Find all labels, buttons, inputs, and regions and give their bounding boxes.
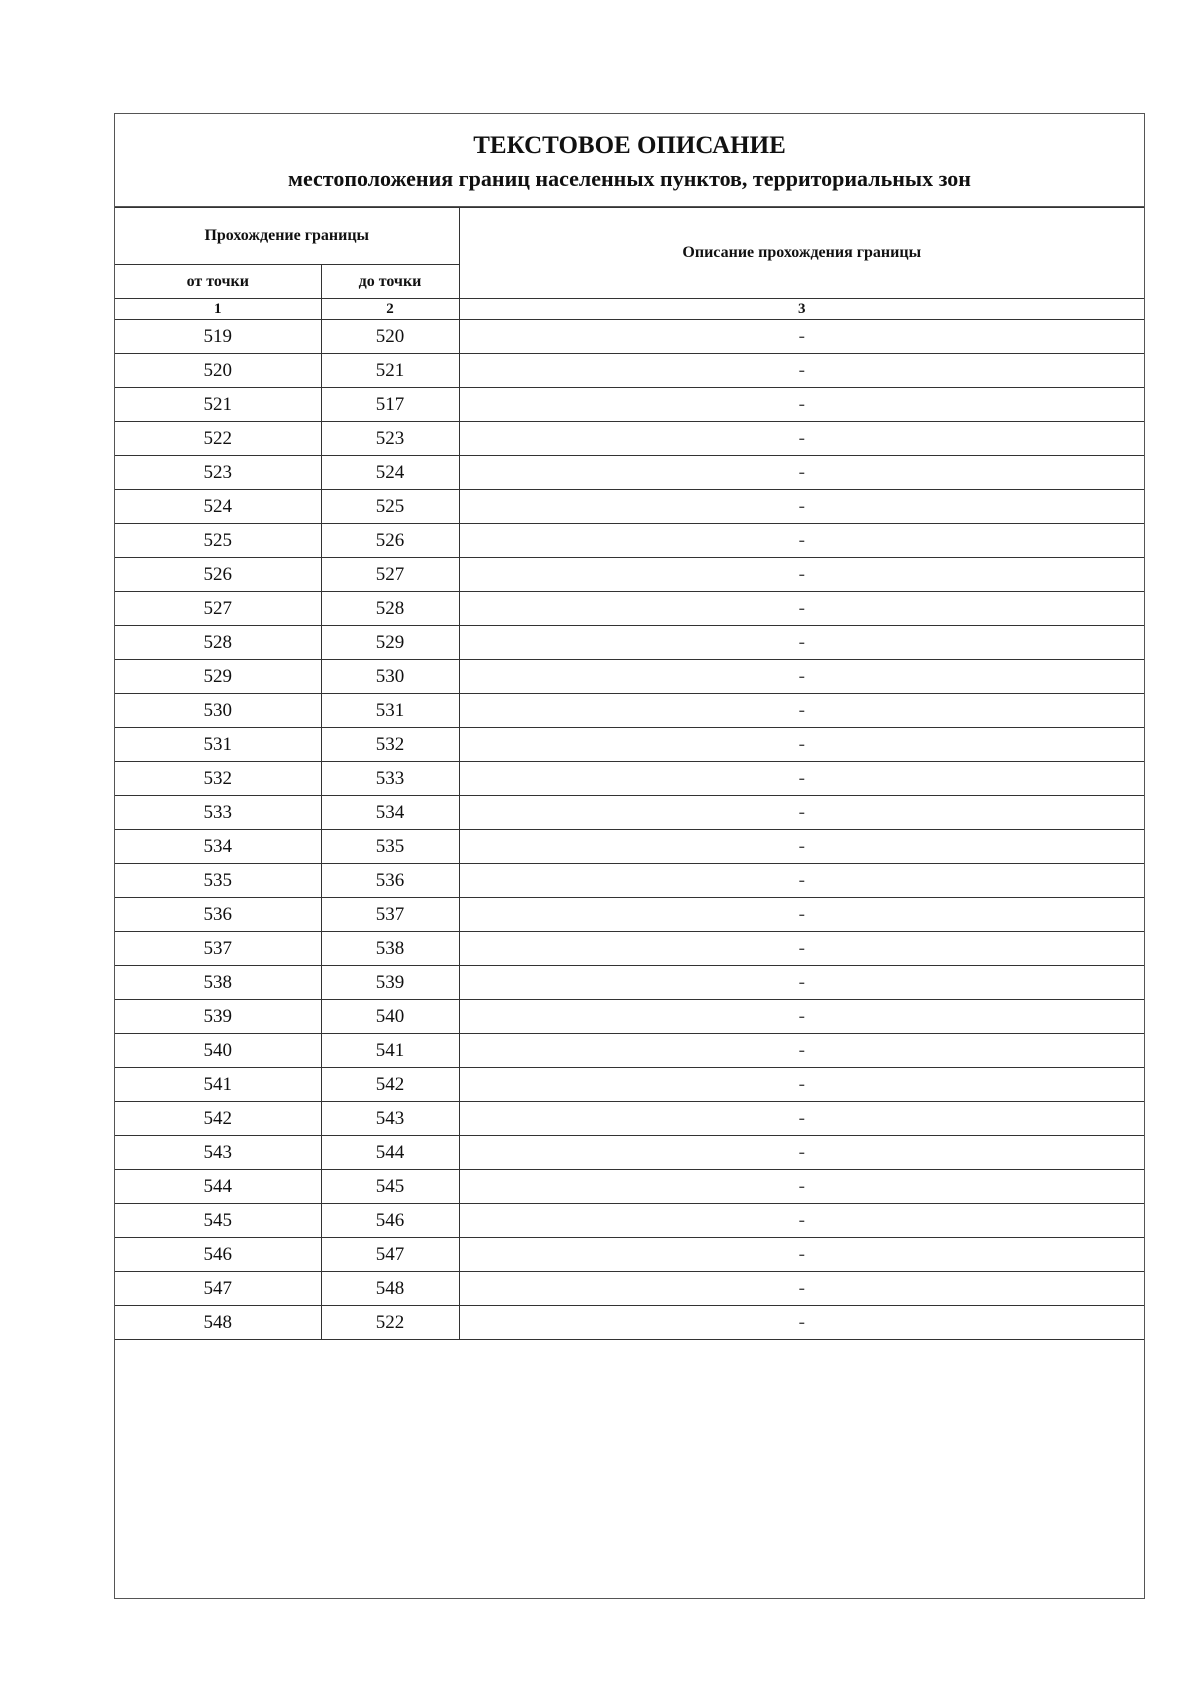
to-header: до точки [321,265,459,299]
table-row [115,1306,1144,1340]
from-point-cell: 523 [115,456,321,490]
to-point-cell: 548 [321,1272,459,1306]
to-point-cell: 536 [321,864,459,898]
table-row [115,354,1144,388]
table-row [115,558,1144,592]
document-title: ТЕКСТОВОЕ ОПИСАНИЕ [473,132,786,159]
from-point-cell: 541 [115,1068,321,1102]
description-cell: - [459,354,1144,388]
table-row [115,1238,1144,1272]
from-point-cell: 519 [115,320,321,354]
description-cell: - [459,1136,1144,1170]
description-cell: - [459,660,1144,694]
table-row [115,660,1144,694]
description-cell: - [459,830,1144,864]
description-header: Описание прохождения границы [459,208,1144,299]
from-point-cell: 539 [115,1000,321,1034]
to-point-cell: 527 [321,558,459,592]
description-cell: - [459,1000,1144,1034]
description-cell: - [459,1204,1144,1238]
table-row [115,456,1144,490]
to-point-cell: 547 [321,1238,459,1272]
to-point-cell: 532 [321,728,459,762]
description-cell: - [459,796,1144,830]
boundary-table [115,207,1144,1340]
table-row [115,694,1144,728]
description-cell: - [459,694,1144,728]
description-cell: - [459,1170,1144,1204]
table-row [115,966,1144,1000]
table-row [115,320,1144,354]
to-point-cell: 531 [321,694,459,728]
column-number-3: 3 [459,299,1144,320]
from-point-cell: 530 [115,694,321,728]
to-point-cell: 526 [321,524,459,558]
column-number-2: 2 [321,299,459,320]
from-point-cell: 537 [115,932,321,966]
description-cell: - [459,558,1144,592]
table-row [115,524,1144,558]
to-point-cell: 517 [321,388,459,422]
from-point-cell: 535 [115,864,321,898]
to-point-cell: 520 [321,320,459,354]
from-point-cell: 531 [115,728,321,762]
table-row [115,728,1144,762]
to-point-cell: 544 [321,1136,459,1170]
to-point-cell: 521 [321,354,459,388]
to-point-cell: 539 [321,966,459,1000]
from-header: от точки [115,265,321,299]
title-block [115,114,1144,207]
to-point-cell: 529 [321,626,459,660]
from-point-cell: 545 [115,1204,321,1238]
description-cell: - [459,1238,1144,1272]
from-point-cell: 548 [115,1306,321,1340]
from-point-cell: 532 [115,762,321,796]
table-row [115,626,1144,660]
from-point-cell: 542 [115,1102,321,1136]
description-cell: - [459,422,1144,456]
table-row [115,1204,1144,1238]
from-point-cell: 525 [115,524,321,558]
from-point-cell: 546 [115,1238,321,1272]
description-cell: - [459,626,1144,660]
table-row [115,762,1144,796]
description-cell: - [459,898,1144,932]
from-point-cell: 528 [115,626,321,660]
table-row [115,932,1144,966]
description-cell: - [459,388,1144,422]
description-cell: - [459,1272,1144,1306]
to-point-cell: 530 [321,660,459,694]
to-point-cell: 538 [321,932,459,966]
table-row [115,796,1144,830]
document-frame [114,113,1145,1599]
description-cell: - [459,728,1144,762]
to-point-cell: 524 [321,456,459,490]
to-point-cell: 523 [321,422,459,456]
description-cell: - [459,592,1144,626]
description-cell: - [459,456,1144,490]
to-point-cell: 537 [321,898,459,932]
table-row [115,1170,1144,1204]
table-row [115,898,1144,932]
table-row [115,1272,1144,1306]
table-row [115,422,1144,456]
from-point-cell: 524 [115,490,321,524]
from-point-cell: 522 [115,422,321,456]
from-point-cell: 536 [115,898,321,932]
description-cell: - [459,524,1144,558]
from-point-cell: 538 [115,966,321,1000]
table-row [115,490,1144,524]
description-cell: - [459,1034,1144,1068]
table-body [115,320,1144,1340]
table-row [115,1102,1144,1136]
table-row [115,1034,1144,1068]
from-point-cell: 534 [115,830,321,864]
from-point-cell: 526 [115,558,321,592]
description-cell: - [459,762,1144,796]
column-number-1: 1 [115,299,321,320]
to-point-cell: 535 [321,830,459,864]
table-row [115,1136,1144,1170]
from-point-cell: 547 [115,1272,321,1306]
to-point-cell: 528 [321,592,459,626]
to-point-cell: 542 [321,1068,459,1102]
description-cell: - [459,864,1144,898]
from-point-cell: 540 [115,1034,321,1068]
from-point-cell: 520 [115,354,321,388]
to-point-cell: 534 [321,796,459,830]
document-subtitle: местоположения границ населенных пунктов, территориальных зон [288,166,971,191]
description-cell: - [459,320,1144,354]
to-point-cell: 541 [321,1034,459,1068]
to-point-cell: 545 [321,1170,459,1204]
from-point-cell: 533 [115,796,321,830]
table-row [115,1000,1144,1034]
description-cell: - [459,490,1144,524]
to-point-cell: 540 [321,1000,459,1034]
to-point-cell: 543 [321,1102,459,1136]
to-point-cell: 522 [321,1306,459,1340]
from-point-cell: 543 [115,1136,321,1170]
to-point-cell: 525 [321,490,459,524]
table-row [115,388,1144,422]
table-row [115,830,1144,864]
to-point-cell: 533 [321,762,459,796]
description-cell: - [459,1068,1144,1102]
description-cell: - [459,966,1144,1000]
from-point-cell: 527 [115,592,321,626]
group-header: Прохождение границы [115,208,459,265]
table-row [115,1068,1144,1102]
from-point-cell: 544 [115,1170,321,1204]
description-cell: - [459,1306,1144,1340]
description-cell: - [459,932,1144,966]
description-cell: - [459,1102,1144,1136]
from-point-cell: 529 [115,660,321,694]
to-point-cell: 546 [321,1204,459,1238]
from-point-cell: 521 [115,388,321,422]
table-row [115,592,1144,626]
table-row [115,864,1144,898]
